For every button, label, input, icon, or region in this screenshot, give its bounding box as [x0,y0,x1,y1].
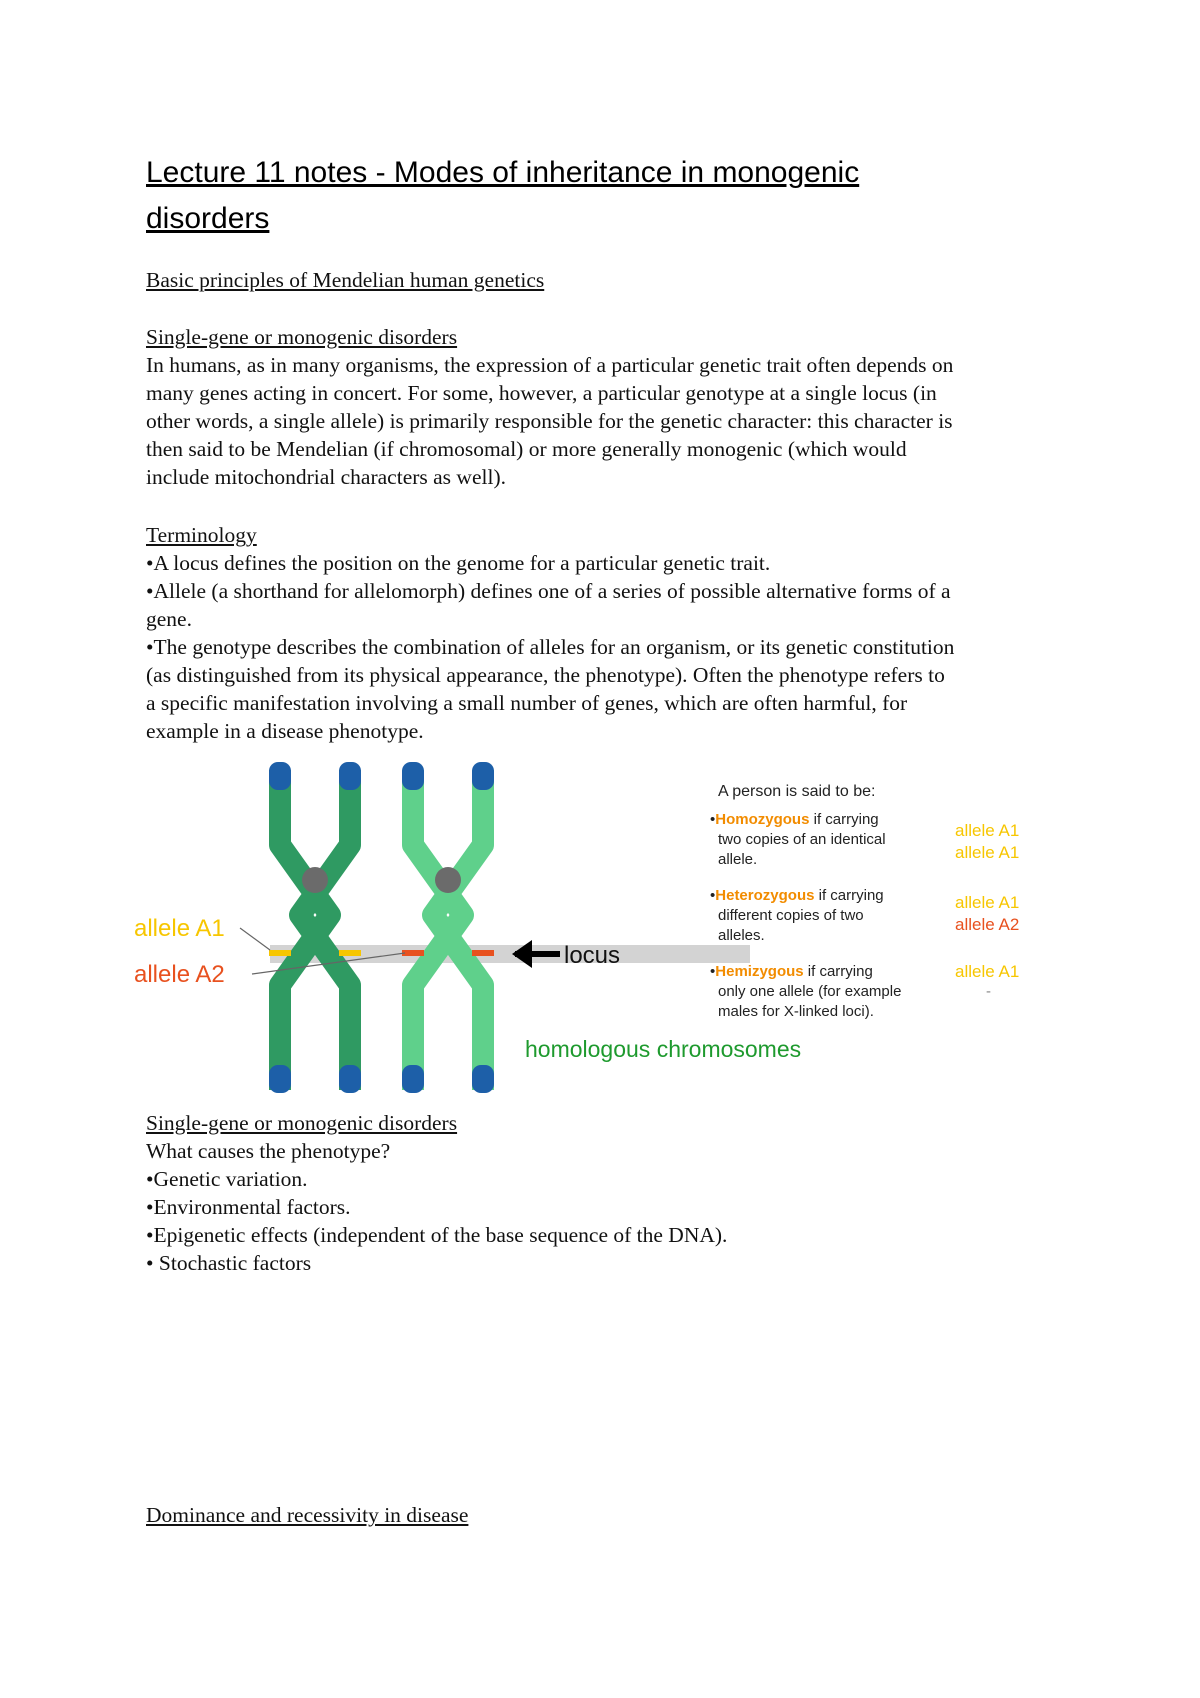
bullet-item: •Genetic variation. [146,1167,308,1191]
centromere [302,867,328,893]
paragraph-line: many genes acting in concert. For some, however, a particular genotype at a single locus (in [146,381,937,405]
page-title [146,150,1046,242]
heterozygous-line-1: •Heterozygous if carrying [710,887,884,904]
chromosome-light-green [402,762,494,1093]
bullet-item: • Stochastic factors [146,1251,312,1275]
section-basic-heading-block [146,266,1076,294]
title-line-2: disorders [146,202,270,235]
telomere-cap [402,1065,424,1093]
section-heading-basic: Basic principles of Mendelian human genetics [146,268,545,292]
section-single-gene [146,323,1076,491]
pointer-line [240,928,270,950]
chromosome-dark-green [269,762,361,1093]
bullet-item: gene. [146,607,192,631]
section-dominance-heading-block [146,1501,1076,1529]
bullet-item: (as distinguished from its physical appearance, the phenotype). Often the phenotype refers to [146,663,945,687]
bullet-item: •Environmental factors. [146,1195,351,1219]
hemizygous-allele-2: - [986,983,991,1000]
telomere-cap [339,762,361,790]
telomere-cap [402,762,424,790]
hemizygous-line-3: males for X-linked loci). [718,1003,874,1020]
label-homologous-chromosomes: homologous chromosomes [525,1036,802,1062]
homozygous-line-2: two copies of an identical [718,831,886,848]
bullet-item: •Epigenetic effects (independent of the base sequence of the DNA). [146,1223,728,1247]
heterozygous-allele-2: allele A2 [955,915,1020,934]
allele-band-yellow [269,950,291,956]
homozygous-allele-1: allele A1 [955,821,1020,840]
paragraph-line: then said to be Mendelian (if chromosomal) or more generally monogenic (which would [146,437,907,461]
centromere [435,867,461,893]
paragraph-line: In humans, as in many organisms, the expression of a particular genetic trait often depends on [146,353,954,377]
label-allele-a2: allele A2 [134,961,225,988]
chromosome-figure [120,760,1080,1100]
homozygous-line-1: •Homozygous if carrying [710,811,879,828]
allele-band-orange [402,950,424,956]
homozygous-allele-2: allele A1 [955,843,1020,862]
telomere-cap [472,762,494,790]
section-heading-dominance: Dominance and recessivity in disease [146,1503,469,1527]
telomere-cap [269,762,291,790]
telomere-cap [339,1065,361,1093]
locus-arrow-icon [512,940,560,968]
bullet-item: example in a disease phenotype. [146,719,424,743]
section-heading-phenotype: Single-gene or monogenic disorders [146,1111,458,1135]
paragraph-line: What causes the phenotype? [146,1139,391,1163]
heterozygous-line-2: different copies of two [718,907,864,924]
hemizygous-line-1: •Hemizygous if carrying [710,963,873,980]
section-terminology [146,521,1076,745]
bullet-item: a specific manifestation involving a small number of genes, which are often harmful, for [146,691,908,715]
zygosity-panel [710,783,1019,1020]
paragraph-line: include mitochondrial characters as well). [146,465,506,489]
section-heading-terminology: Terminology [146,523,257,547]
homozygous-line-3: allele. [718,851,758,868]
bullet-item: •A locus defines the position on the genome for a particular genetic trait. [146,551,771,575]
paragraph-line: other words, a single allele) is primarily responsible for the genetic character: this character is [146,409,953,433]
telomere-cap [472,1065,494,1093]
heterozygous-line-3: alleles. [718,927,765,944]
title-line-1: Lecture 11 notes - Modes of inheritance in monogenic [146,156,860,189]
bullet-item: •Allele (a shorthand for allelomorph) defines one of a series of possible alternative forms of a [146,579,951,603]
bullet-item: •The genotype describes the combination of alleles for an organism, or its genetic constitution [146,635,955,659]
term-heterozygous: Heterozygous [715,887,815,904]
label-locus: locus [564,942,621,969]
allele-band-yellow [339,950,361,956]
telomere-cap [269,1065,291,1093]
hemizygous-allele-1: allele A1 [955,962,1020,981]
panel-title: A person is said to be: [718,783,876,800]
term-hemizygous: Hemizygous [715,963,804,980]
term-homozygous: Homozygous [715,811,810,828]
heterozygous-allele-1: allele A1 [955,893,1020,912]
label-allele-a1: allele A1 [134,915,225,942]
section-phenotype [146,1109,1076,1277]
hemizygous-line-2: only one allele (for example [718,983,902,1000]
section-heading-single-gene: Single-gene or monogenic disorders [146,325,458,349]
allele-band-orange [472,950,494,956]
